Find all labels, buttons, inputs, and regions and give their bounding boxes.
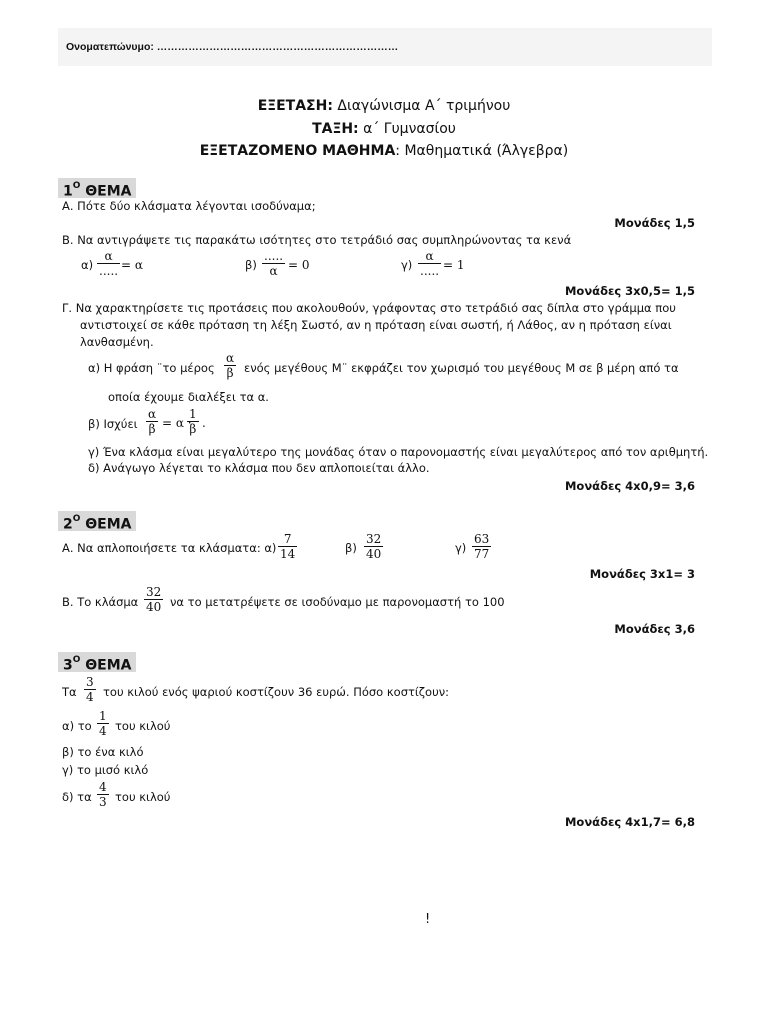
b-item-b-label: β) [245, 258, 257, 272]
theme3-a-fraction [97, 709, 109, 738]
fraction-denominator: β [189, 422, 197, 436]
b-item-c-label: γ) [401, 258, 413, 272]
fraction-numerator: α [148, 407, 157, 421]
theme1-question-a: Α. Πότε δύο κλάσματα λέγονται ισοδύναμα; [62, 199, 316, 213]
fraction-denominator: 40 [146, 600, 162, 614]
b-item-b-fraction [262, 249, 285, 278]
fraction-numerator: 63 [474, 532, 490, 546]
theme3-number: 3 [63, 657, 73, 674]
theme1-question-b: Β. Να αντιγράψετε τις παρακάτω ισότητες στο τετράδιό σας συμπληρώνοντας τα κενά [62, 233, 572, 247]
fraction-numerator: 4 [99, 780, 107, 794]
fraction-denominator: ..... [420, 264, 440, 278]
theme2-heading [58, 511, 136, 531]
theme3-d-fraction [97, 780, 109, 809]
theme2-a-marks: Μονάδες 3x1= 3 [589, 567, 695, 581]
exam-title-line [0, 98, 768, 114]
theme2-b-label: β) [345, 541, 357, 555]
fraction-denominator: 3 [99, 795, 107, 809]
theme3-a-prefix: α) το [62, 719, 92, 733]
c-a-suffix: ενός μεγέθους Μ¨ εκφράζει τον χωρισμό του μεγέθους Μ σε β μέρη από τα [244, 361, 679, 375]
fraction-numerator: 32 [146, 585, 162, 599]
theme3-superscript: Ο [72, 655, 81, 665]
b-item-a-rhs: = α [121, 258, 143, 272]
class-label: ΤΑΞΗ: [312, 121, 359, 137]
c-a-prefix: α) Η φράση ¨το μέρος [88, 361, 215, 375]
class-title-line [0, 121, 768, 137]
fraction-numerator: 3 [86, 675, 94, 689]
c-b-fraction-left [146, 407, 158, 436]
theme1-superscript: Ο [72, 181, 81, 191]
theme2-superscript: Ο [72, 514, 81, 524]
c-b-prefix: β) Ισχύει [88, 417, 138, 431]
c-a-line2: οποία έχουμε διαλέξει τα α. [108, 390, 269, 404]
exam-label: ΕΞΕΤΑΣΗ: [257, 98, 333, 114]
theme2-number: 2 [63, 516, 73, 533]
page-footer-mark: ! [425, 912, 431, 927]
theme3-d-suffix: του κιλού [115, 790, 171, 804]
subject-value: : Μαθηματικά (Άλγεβρα) [395, 143, 569, 159]
fraction-numerator: α [425, 249, 434, 263]
b-item-c-rhs: = 1 [443, 258, 465, 272]
b-item-b-rhs: = 0 [288, 258, 310, 272]
theme1-word: ΘΕΜΑ [85, 183, 132, 200]
subject-title-line [0, 143, 768, 159]
theme2-question-a: Α. Να απλοποιήσετε τα κλάσματα: α) [62, 541, 277, 555]
theme2-question-b-suffix: να το μετατρέψετε σε ισοδύναμο με παρονομαστή το 100 [170, 595, 505, 609]
c-c-statement: γ) Ένα κλάσμα είναι μεγαλύτερο της μονάδας όταν ο παρονομαστής είναι μεγαλύτερος από τον αριθμητή. [88, 445, 709, 459]
b-item-a-fraction [97, 249, 120, 278]
theme1-heading [58, 178, 136, 198]
theme3-intro-prefix: Τα [62, 685, 77, 699]
theme3-intro-suffix: του κιλού ενός ψαριού κοστίζουν 36 ευρώ. Πόσο κοστίζουν: [103, 685, 450, 699]
fraction-denominator: ..... [99, 264, 119, 278]
theme2-fraction-1 [278, 532, 297, 561]
theme2-b-fraction [144, 585, 163, 614]
theme2-fraction-2 [364, 532, 383, 561]
theme3-marks: Μονάδες 4x1,7= 6,8 [564, 815, 695, 829]
theme1-question-c-line1: Γ. Να χαρακτηρίσετε τις προτάσεις που ακολουθούν, γράφοντας στο τετράδιό σας δίπλα στο γράμμα που [62, 301, 676, 315]
fraction-numerator: α [226, 351, 235, 365]
fraction-numerator: α [104, 249, 113, 263]
c-a-fraction [224, 351, 236, 380]
fraction-denominator: β [226, 366, 234, 380]
fraction-denominator: α [269, 264, 278, 278]
theme2-b-marks: Μονάδες 3,6 [614, 622, 695, 636]
class-value: α΄ Γυμνασίου [363, 121, 456, 137]
fraction-numerator: ..... [264, 249, 284, 263]
theme1-c-marks: Μονάδες 4x0,9= 3,6 [564, 479, 695, 493]
fraction-numerator: 32 [366, 532, 382, 546]
theme1-question-c-line3: λανθασμένη. [80, 335, 154, 349]
theme2-word: ΘΕΜΑ [85, 516, 132, 533]
theme1-number: 1 [63, 183, 73, 200]
fraction-denominator: 4 [86, 690, 94, 704]
fraction-denominator: 4 [99, 724, 107, 738]
c-b-middle: = α · [162, 416, 192, 430]
theme2-fraction-3 [472, 532, 491, 561]
c-b-suffix: . [202, 416, 206, 430]
fraction-denominator: 77 [474, 547, 490, 561]
subject-label: ΕΞΕΤΑΖΟΜΕΝΟ ΜΑΘΗΜΑ [199, 143, 396, 159]
fraction-denominator: β [148, 422, 156, 436]
theme3-b: β) το ένα κιλό [62, 745, 144, 759]
theme3-heading [58, 652, 136, 672]
fraction-numerator: 7 [283, 532, 292, 546]
fraction-denominator: 40 [366, 547, 382, 561]
theme3-intro-fraction [84, 675, 96, 704]
theme1-b-marks: Μονάδες 3x0,5= 1,5 [564, 284, 695, 298]
exam-value: Διαγώνισμα Α΄ τριμήνου [337, 98, 511, 114]
theme1-question-c-line2: αντιστοιχεί σε κάθε πρόταση τη λέξη Σωστό, αν η πρόταση είναι σωστή, ή Λάθος, αν η πρόταση είναι [80, 318, 672, 332]
theme3-d-prefix: δ) τα [62, 790, 92, 804]
b-item-a-label: α) [81, 258, 94, 272]
theme1-a-marks: Μονάδες 1,5 [614, 216, 695, 230]
fraction-numerator: 1 [99, 709, 107, 723]
theme2-question-b-prefix: Β. Το κλάσμα [62, 595, 139, 609]
c-b-fraction-right [187, 407, 199, 436]
theme2-c-label: γ) [455, 541, 467, 555]
theme3-word: ΘΕΜΑ [85, 657, 132, 674]
student-name-field: Ονοματεπώνυμο: …………………………………………………………… [66, 41, 399, 53]
b-item-c-fraction [418, 249, 441, 278]
theme3-c: γ) το μισό κιλό [62, 763, 149, 777]
c-d-statement: δ) Ανάγωγο λέγεται το κλάσμα που δεν απλοποιείται άλλο. [88, 461, 430, 475]
fraction-denominator: 14 [280, 547, 296, 561]
fraction-numerator: 1 [189, 407, 197, 421]
theme3-a-suffix: του κιλού [115, 719, 171, 733]
